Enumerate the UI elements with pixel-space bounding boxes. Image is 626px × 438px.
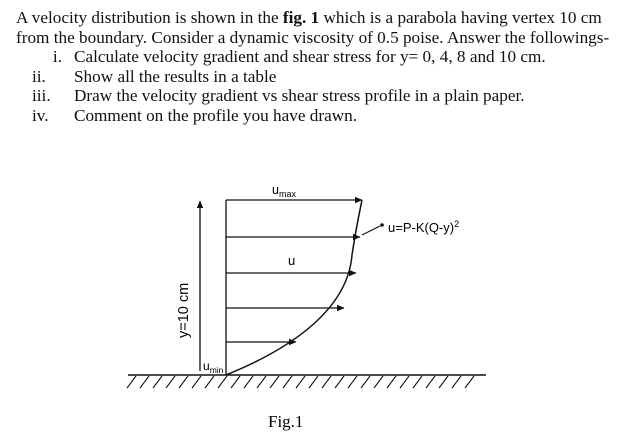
boundary-hatching <box>127 376 474 388</box>
hatch-mark <box>348 376 357 388</box>
hatch-mark <box>179 376 188 388</box>
hatch-mark <box>452 376 461 388</box>
figure-reference: fig. 1 <box>282 8 320 27</box>
parabolic-velocity-curve <box>226 200 362 375</box>
hatch-mark <box>140 376 149 388</box>
u-label: u <box>288 253 296 268</box>
hatch-mark <box>192 376 201 388</box>
item-text: Draw the velocity gradient vs shear stress profile in a plain paper. <box>74 86 525 105</box>
hatch-mark <box>322 376 331 388</box>
hatch-mark <box>205 376 214 388</box>
hatch-mark <box>387 376 396 388</box>
hatch-mark <box>439 376 448 388</box>
hatch-mark <box>270 376 279 388</box>
hatch-mark <box>166 376 175 388</box>
item-text: Calculate velocity gradient and shear stress for y= 0, 4, 8 and 10 cm. <box>74 47 546 66</box>
leader-dot <box>380 223 384 227</box>
umin-symbol: u <box>203 359 210 373</box>
equation-leader-line <box>362 226 380 235</box>
hatch-mark <box>413 376 422 388</box>
item-number: iii. <box>32 86 51 105</box>
velocity-equation <box>388 219 459 235</box>
hatch-mark <box>153 376 162 388</box>
intro-text-1: A velocity distribution is shown in the <box>16 8 283 27</box>
hatch-mark <box>374 376 383 388</box>
hatch-mark <box>335 376 344 388</box>
hatch-mark <box>400 376 409 388</box>
item-number: i. <box>52 47 62 66</box>
hatch-mark <box>127 376 136 388</box>
hatch-mark <box>296 376 305 388</box>
hatch-mark <box>257 376 266 388</box>
umax-symbol: u <box>272 183 279 197</box>
equation-exponent: 2 <box>454 219 460 229</box>
umin-label <box>203 359 224 375</box>
item-number: iv. <box>32 105 49 125</box>
item-number: ii. <box>32 66 46 86</box>
hatch-mark <box>218 376 227 388</box>
hatch-mark <box>283 376 292 388</box>
hatch-mark <box>465 376 474 388</box>
hatch-mark <box>426 376 435 388</box>
item-text: Comment on the profile you have drawn. <box>74 105 358 125</box>
y-height-label: y=10 cm <box>176 282 192 338</box>
hatch-mark <box>231 376 240 388</box>
umax-subscript: max <box>278 189 296 199</box>
item-text: Show all the results in a table <box>74 66 277 86</box>
equation-body: u=P-K(Q-y) <box>388 220 455 235</box>
intro-text-2: which is a parabola having vertex 10 cm from the boundary. Consider a dynamic viscosity of 0.5 poise. Answer the followings- <box>16 8 610 47</box>
figure-caption: Fig.1 <box>268 412 304 431</box>
umin-subscript: min <box>209 365 224 375</box>
hatch-mark <box>244 376 253 388</box>
hatch-mark <box>361 376 370 388</box>
umax-label <box>272 183 296 199</box>
hatch-mark <box>309 376 318 388</box>
